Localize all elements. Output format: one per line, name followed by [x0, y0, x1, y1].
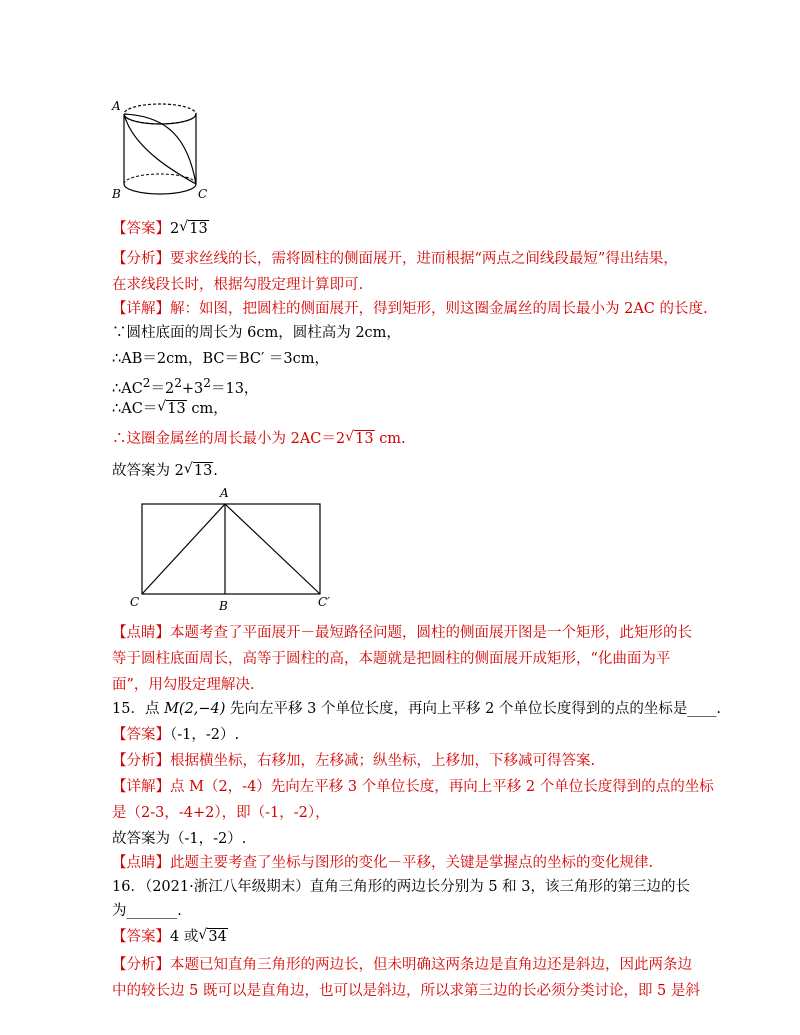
q15-analysis: 【分析】根据横坐标，右移加，左移减；纵坐标，上移加，下移减可得答案. — [112, 753, 596, 769]
q14-comment-line2: 等于圆柱底面周长，高等于圆柱的高，本题就是把圆柱的侧面展开成矩形，“化曲面为平 — [112, 651, 671, 667]
q16-analysis-line1: 【分析】本题已知直角三角形的两边长，但未明确这两条边是直角边还是斜边，因此两条边 — [112, 957, 692, 973]
q15-final: 故答案为（-1，-2）. — [112, 831, 247, 847]
q14-detail-line5: ∴AC＝ √ 13 cm， — [112, 399, 228, 417]
label-c: C — [130, 595, 140, 609]
q14-answer: 【答案】2 √ 13 — [112, 218, 209, 240]
label-a: A — [220, 486, 229, 500]
q14-detail-line6: ∴这圈金属丝的周长最小为 2AC＝2 √ 13 cm. — [112, 429, 406, 447]
sqrt-symbol: √ 13 — [179, 219, 208, 237]
q14-analysis-line2: 在求线段长时，根据勾股定理计算即可. — [112, 277, 364, 293]
q14-comment-line1: 【点睛】本题考查了平面展开－最短路径问题，圆柱的侧面展开图是一个矩形，此矩形的长 — [112, 625, 692, 641]
q14-analysis-line1: 【分析】要求丝线的长，需将圆柱的侧面展开，进而根据“两点之间线段最短”得出结果， — [112, 251, 678, 267]
q15-stem: 15．点 M(2,−4) 先向左平移 3 个单位长度，再向上平移 2 个单位长度得到的点的坐标是____. — [112, 701, 722, 717]
q14-final-answer: 故答案为 2 √ 13. — [112, 461, 218, 479]
label-b: B — [112, 187, 121, 201]
label-c-prime: C′ — [318, 595, 330, 609]
q15-answer: 【答案】（-1，-2）. — [112, 727, 240, 743]
q14-detail-line3: ∴AB＝2cm，BC＝BC′ ＝3cm， — [112, 351, 329, 367]
q15-detail-line1: 【详解】点 M（2，-4）先向左平移 3 个单位长度，再向上平移 2 个单位长度得到的点的坐标 — [112, 779, 714, 795]
q14-comment-line3: 面”，用勾股定理解决. — [112, 677, 255, 693]
q16-analysis-line2: 中的较长边 5 既可以是直角边，也可以是斜边，所以求第三边的长必须分类讨论，即 5 是斜 — [112, 983, 700, 999]
q16-answer: 【答案】4 或 √ 34 — [112, 927, 227, 945]
q16-stem-line2: 为_______. — [112, 903, 182, 919]
q14-detail-line1: 【详解】解：如图，把圆柱的侧面展开，得到矩形，则这圈金属丝的周长最小为 2AC 的长度. — [112, 301, 708, 317]
label-c: C — [198, 187, 208, 201]
q14-detail-line2: ∵圆柱底面的周长为 6cm，圆柱高为 2cm， — [112, 325, 401, 341]
cylinder-figure — [108, 94, 218, 206]
q15-detail-line2: 是（2-3，-4+2），即（-1，-2）， — [112, 805, 330, 821]
q16-stem-line1: 16．（2021·浙江八年级期末）直角三角形的两边长分别为 5 和 3，该三角形的第三边的长 — [112, 879, 690, 895]
q14-detail-line4: $\therefore AC^2=2^2+3^2=13$， — [112, 376, 259, 397]
label-b: B — [219, 599, 228, 613]
label-a: A — [112, 99, 121, 113]
unfolded-rectangle-figure — [128, 484, 338, 614]
q15-comment: 【点睛】此题主要考查了坐标与图形的变化－平移，关键是掌握点的坐标的变化规律. — [112, 855, 654, 871]
